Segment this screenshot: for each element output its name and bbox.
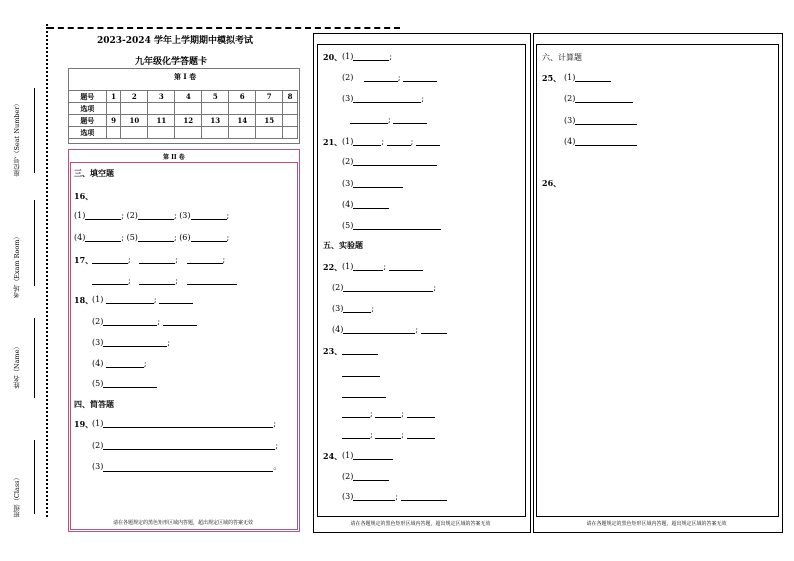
q22-2	[332, 283, 436, 292]
q16-1-blank[interactable]	[85, 211, 121, 220]
q20-label: 20、	[323, 52, 343, 62]
q18-1-blank[interactable]	[106, 295, 154, 304]
q4-number: 4	[175, 91, 202, 103]
q16-row2	[74, 233, 229, 242]
q20-2-blank[interactable]	[364, 73, 398, 82]
semicolon: ;	[401, 430, 404, 439]
q19-1-blank[interactable]	[103, 419, 273, 428]
q21-1-label: (1)	[342, 137, 354, 146]
empty-cell	[283, 115, 298, 127]
name-line[interactable]	[34, 318, 35, 398]
q23-3-blank[interactable]	[342, 389, 386, 398]
q21-4-label: (4)	[342, 200, 354, 209]
semicolon: ;	[175, 255, 178, 264]
answer-sheet-title: 九年级化学答题卡	[135, 57, 208, 67]
semicolon: ;	[157, 317, 161, 326]
q18-3	[92, 338, 170, 347]
semicolon: ;	[175, 276, 178, 285]
semicolon: ;	[397, 73, 401, 82]
q16-3-blank[interactable]	[191, 211, 227, 220]
semicolon: ;	[226, 233, 230, 242]
semicolon: ;	[226, 211, 230, 220]
q18-5-label: (5)	[92, 379, 104, 388]
empty-cell	[283, 127, 298, 139]
q20-2-label: (2)	[342, 73, 354, 82]
q22-label: 22、	[323, 262, 343, 272]
q1-number: 1	[106, 91, 121, 103]
class-line[interactable]	[34, 440, 35, 514]
part2-footer-note: 请在各题规定的黑色矩形区域内答题，超出规定区域的答案无效	[112, 520, 253, 526]
semicolon: ;	[388, 115, 391, 124]
answer-cell[interactable]	[121, 103, 148, 115]
section5-title: 五、实验题	[323, 240, 363, 250]
semicolon: ;	[173, 233, 177, 242]
q17-blank[interactable]	[92, 276, 128, 285]
q20-1	[342, 52, 392, 61]
grid-option-label: 选项	[69, 103, 107, 115]
q22-2-label: (2)	[332, 283, 344, 292]
exam-room-label: 考场（Exam Room）	[13, 233, 21, 299]
semicolon: ;	[121, 233, 125, 242]
q18-1-label: (1)	[92, 295, 104, 304]
q19-1-label: (1)	[92, 419, 104, 428]
q25-1-blank[interactable]	[575, 73, 611, 82]
answer-cell[interactable]	[106, 103, 121, 115]
section6-title: 六、计算题	[542, 53, 582, 62]
semicolon: ;	[395, 492, 399, 501]
q18-4-label: (4)	[92, 359, 104, 368]
q17-blank[interactable]	[92, 255, 128, 264]
q16-row1	[74, 211, 229, 220]
semicolon: ;	[433, 283, 437, 292]
q17-blank[interactable]	[187, 276, 237, 285]
q19-3	[92, 461, 281, 472]
q25-4-blank[interactable]	[575, 137, 637, 146]
q17-row2	[92, 276, 237, 285]
q18-label: 18、	[74, 295, 94, 305]
q12-number: 12	[175, 115, 202, 127]
q25-3-blank[interactable]	[575, 116, 637, 125]
answer-cell[interactable]	[148, 103, 175, 115]
q25-2-blank[interactable]	[575, 94, 633, 103]
q23-1-blank[interactable]	[342, 346, 378, 355]
q21-4	[342, 200, 389, 209]
q21-5-blank[interactable]	[353, 221, 441, 230]
q25-1-label: (1)	[564, 73, 576, 82]
q16-1-label: (1)	[74, 211, 86, 220]
q24-2-blank[interactable]	[353, 472, 389, 481]
answer-cell[interactable]	[202, 103, 229, 115]
q23-5b-blank[interactable]	[375, 430, 401, 439]
q25-3	[564, 116, 637, 125]
q17-blank[interactable]	[187, 255, 223, 264]
answer-cell[interactable]	[106, 127, 121, 139]
q24-3-blank[interactable]	[353, 492, 395, 501]
semicolon: ;	[121, 211, 125, 220]
q11-number: 11	[148, 115, 175, 127]
q24-3-label: (3)	[342, 492, 354, 501]
q25-label: 25、	[542, 73, 562, 83]
q22-1	[342, 262, 423, 271]
answer-cell[interactable]	[256, 127, 283, 139]
q21-3-label: (3)	[342, 179, 354, 188]
q22-1b-blank[interactable]	[389, 262, 423, 271]
q20-4-blank[interactable]	[350, 115, 388, 124]
q21-1-blank[interactable]	[353, 137, 381, 146]
semicolon: ;	[173, 211, 177, 220]
q24-2-label: (2)	[342, 472, 354, 481]
q21-1c-blank[interactable]	[416, 137, 440, 146]
q16-6-label: (6)	[179, 233, 191, 242]
q23-5-blank[interactable]	[342, 430, 370, 439]
q16-2-blank[interactable]	[138, 211, 174, 220]
column3-footer-note: 请在各题规定的黑色矩形区域内答题，超出规定区域的答案无效	[586, 521, 727, 527]
q23-4c-blank[interactable]	[407, 409, 435, 418]
semicolon: ;	[421, 94, 425, 103]
q18-2b-blank[interactable]	[163, 317, 197, 326]
q23-2-blank[interactable]	[342, 368, 380, 377]
answer-cell[interactable]	[229, 103, 256, 115]
semicolon: ;	[153, 295, 157, 304]
q13-number: 13	[202, 115, 229, 127]
q24-1-label: (1)	[342, 451, 354, 460]
q18-3-label: (3)	[92, 338, 104, 347]
q21-2-label: (2)	[342, 157, 354, 166]
q23-5c-blank[interactable]	[407, 430, 435, 439]
q22-3	[332, 304, 374, 313]
answer-cell[interactable]	[283, 103, 298, 115]
q22-2-blank[interactable]	[343, 283, 433, 292]
choice-grid	[68, 90, 298, 139]
q21-4-blank[interactable]	[353, 200, 389, 209]
semicolon: ;	[383, 262, 387, 271]
semicolon: ;	[275, 441, 279, 450]
q23-3	[342, 389, 386, 398]
q16-4-label: (4)	[74, 233, 86, 242]
answer-cell[interactable]	[175, 103, 202, 115]
q19-label: 19、	[74, 419, 94, 429]
q23-label: 23、	[323, 346, 343, 356]
grid-header-label: 题号	[69, 91, 107, 103]
left-dotted-line	[46, 24, 48, 517]
column3-inner	[536, 44, 779, 517]
q21-label: 21、	[323, 137, 343, 147]
part2-title: 第 II 卷	[163, 154, 185, 161]
q22-1-blank[interactable]	[353, 262, 383, 271]
q23-1	[342, 346, 378, 355]
q16-5-blank[interactable]	[138, 233, 174, 242]
q22-4b-blank[interactable]	[421, 325, 447, 334]
q17-row1	[92, 255, 225, 264]
q3-number: 3	[148, 91, 175, 103]
q8-number: 8	[283, 91, 298, 103]
q20-4b-blank[interactable]	[393, 115, 427, 124]
q25-4-label: (4)	[564, 137, 576, 146]
q21-3	[342, 179, 403, 188]
q18-3-blank[interactable]	[103, 338, 167, 347]
q21-2-blank[interactable]	[353, 157, 437, 166]
q14-number: 14	[229, 115, 256, 127]
q16-5-label: (5)	[126, 233, 138, 242]
q20-1-blank[interactable]	[353, 52, 389, 61]
q19-2	[92, 441, 278, 450]
semicolon: ;	[222, 255, 226, 264]
semicolon: ;	[370, 430, 373, 439]
q7-number: 7	[256, 91, 283, 103]
exam-room-line[interactable]	[34, 200, 35, 286]
semicolon: ;	[128, 255, 131, 264]
answer-cell[interactable]	[202, 127, 229, 139]
q20-2b-blank[interactable]	[403, 73, 437, 82]
q24-1-blank[interactable]	[353, 451, 393, 460]
section4-title: 四、简答题	[74, 399, 114, 409]
q18-4-blank[interactable]	[106, 359, 144, 368]
column2-footer-note: 请在各题规定的黑色矩形区域内答题，超出规定区域的答案无效	[350, 521, 491, 527]
q25-3-label: (3)	[564, 116, 576, 125]
q22-4	[332, 325, 447, 334]
q19-2-label: (2)	[92, 441, 104, 450]
q24-3	[342, 492, 447, 501]
answer-cell[interactable]	[256, 103, 283, 115]
q19-1	[92, 419, 276, 428]
q16-4-blank[interactable]	[85, 233, 121, 242]
grid-option-label: 选项	[69, 127, 107, 139]
q21-5	[342, 221, 441, 230]
q22-4-blank[interactable]	[343, 325, 415, 334]
q18-5	[92, 379, 157, 388]
seat-number-line[interactable]	[34, 88, 35, 173]
q16-2-label: (2)	[126, 211, 138, 220]
q23-4	[342, 409, 435, 418]
q5-number: 5	[202, 91, 229, 103]
exam-title: 2023-2024 学年上学期期中模拟考试	[97, 36, 253, 46]
q26-label: 26、	[542, 178, 562, 188]
semicolon: ;	[389, 52, 393, 61]
q20-3-blank[interactable]	[353, 94, 421, 103]
q21-1	[342, 137, 440, 146]
q24-3b-blank[interactable]	[401, 492, 447, 501]
period: 。	[273, 462, 282, 471]
q17-blank[interactable]	[139, 255, 175, 264]
part1-title: 第 I 卷	[174, 72, 197, 81]
section3-title: 三、填空题	[74, 168, 114, 178]
q16-6-blank[interactable]	[191, 233, 227, 242]
semicolon: ;	[371, 304, 375, 313]
q19-3-label: (3)	[92, 462, 104, 471]
q19-2-blank[interactable]	[103, 441, 275, 450]
q22-3-blank[interactable]	[343, 304, 371, 313]
q19-3-blank[interactable]	[103, 463, 273, 472]
q25-2-label: (2)	[564, 94, 576, 103]
semicolon: ;	[410, 137, 414, 146]
q18-1b-blank[interactable]	[159, 295, 193, 304]
q16-3-label: (3)	[179, 211, 191, 220]
q21-5-label: (5)	[342, 221, 354, 230]
semicolon: ;	[128, 276, 131, 285]
q25-2	[564, 94, 633, 103]
q18-5-blank[interactable]	[103, 379, 157, 388]
semicolon: ;	[273, 419, 277, 428]
q24-1	[342, 451, 393, 460]
q21-3-blank[interactable]	[353, 179, 403, 188]
q10-number: 10	[121, 115, 148, 127]
semicolon: ;	[143, 359, 147, 368]
answer-cell[interactable]	[121, 127, 148, 139]
q21-1b-blank[interactable]	[387, 137, 411, 146]
q6-number: 6	[229, 91, 256, 103]
q20-3-label: (3)	[342, 94, 354, 103]
q20-3	[342, 94, 424, 103]
q22-3-label: (3)	[332, 304, 344, 313]
semicolon: ;	[415, 325, 419, 334]
seat-number-label: 座位号（Seat Number）	[13, 100, 21, 177]
q18-2-blank[interactable]	[103, 317, 157, 326]
q20-4	[350, 115, 427, 124]
q23-4b-blank[interactable]	[375, 409, 401, 418]
class-label: 班级（Class）	[13, 474, 21, 518]
q18-1	[92, 295, 193, 304]
answer-cell[interactable]	[175, 127, 202, 139]
q2-number: 2	[121, 91, 148, 103]
q24-label: 24、	[323, 451, 343, 461]
semicolon: ;	[381, 137, 385, 146]
q25-1	[564, 73, 611, 82]
q20-1-label: (1)	[342, 52, 354, 61]
q15-number: 15	[256, 115, 283, 127]
q18-2	[92, 317, 197, 326]
q24-2	[342, 472, 389, 481]
semicolon: ;	[167, 338, 171, 347]
q20-2	[342, 73, 437, 82]
answer-cell[interactable]	[148, 127, 175, 139]
semicolon: ;	[401, 409, 404, 418]
q25-4	[564, 137, 637, 146]
q18-4	[92, 359, 147, 368]
q18-2-label: (2)	[92, 317, 104, 326]
top-dashed-line	[48, 27, 400, 29]
q17-label: 17、	[74, 255, 94, 265]
name-label: 姓名（Name）	[13, 343, 21, 389]
answer-cell[interactable]	[229, 127, 256, 139]
grid-header-label: 题号	[69, 115, 107, 127]
q9-number: 9	[106, 115, 121, 127]
semicolon: ;	[370, 409, 373, 418]
q23-4-blank[interactable]	[342, 409, 370, 418]
q16-label: 16、	[74, 191, 94, 201]
q17-blank[interactable]	[139, 276, 175, 285]
q22-1-label: (1)	[342, 262, 354, 271]
q23-5	[342, 430, 435, 439]
q22-4-label: (4)	[332, 325, 344, 334]
q21-2	[342, 157, 437, 166]
q23-2	[342, 368, 380, 377]
